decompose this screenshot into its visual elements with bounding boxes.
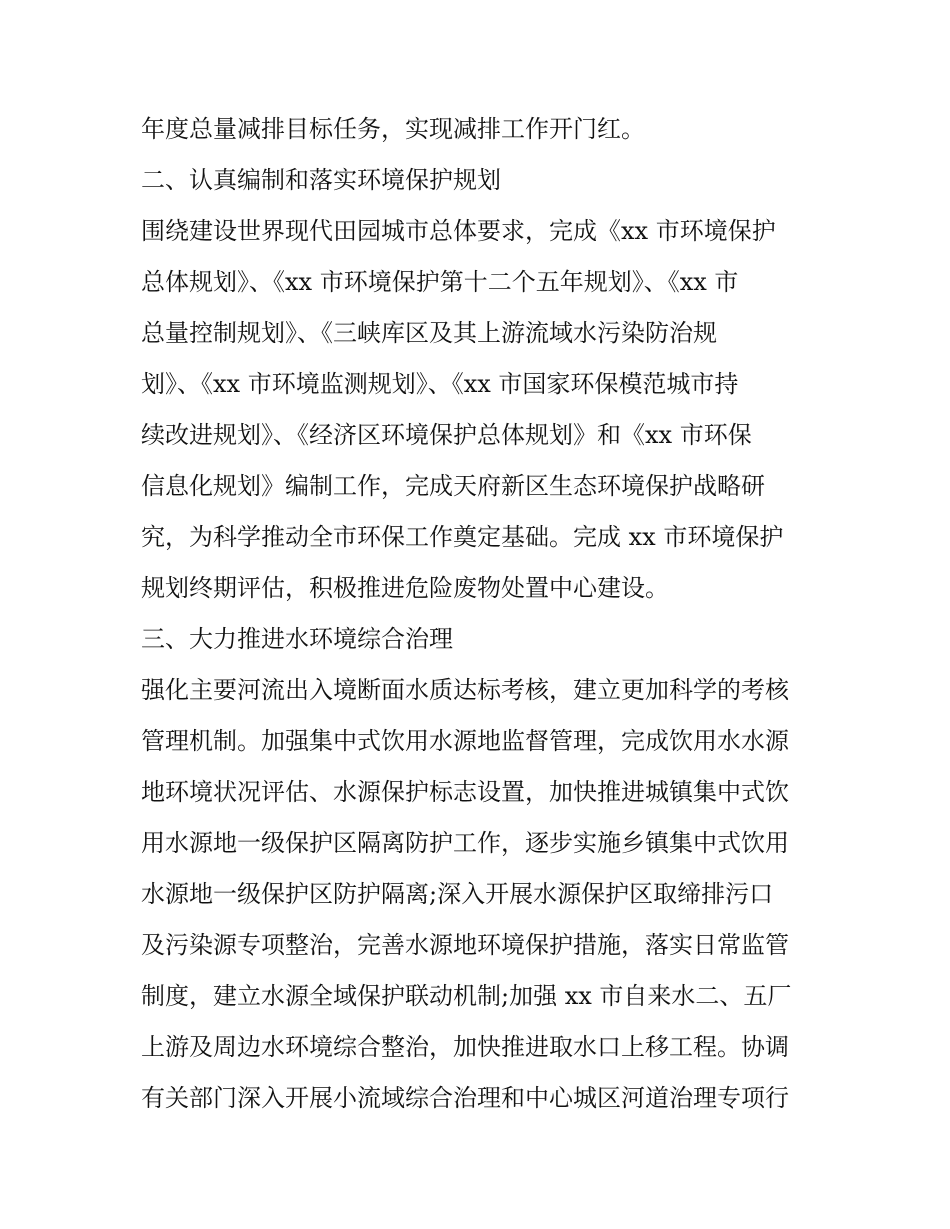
body-text-line: 水源地一级保护区防护隔离;深入开展水源保护区取缔排污口	[141, 880, 774, 908]
body-text-line: 有关部门深入开展小流域综合治理和中心城区河道治理专项行	[141, 1084, 789, 1112]
body-text-line: 围绕建设世界现代田园城市总体要求，完成《xx 市环境保护	[141, 217, 776, 245]
body-text-line: 总量控制规划》、《三峡库区及其上游流域水污染防治规	[141, 319, 717, 347]
document-body	[141, 104, 831, 1124]
body-text-line: 管理机制。加强集中式饮用水源地监督管理，完成饮用水水源	[141, 727, 789, 755]
body-text-line: 地环境状况评估、水源保护标志设置，加快推进城镇集中式饮	[141, 778, 789, 806]
body-text-line: 总体规划》、《xx 市环境保护第十二个五年规划》、《xx 市	[141, 268, 739, 296]
body-text-line: 年度总量减排目标任务，实现减排工作开门红。	[141, 115, 645, 143]
body-text-line: 信息化规划》编制工作，完成天府新区生态环境保护战略研	[141, 472, 765, 500]
body-text-line: 用水源地一级保护区隔离防护工作，逐步实施乡镇集中式饮用	[141, 829, 789, 857]
body-text-line: 究，为科学推动全市环保工作奠定基础。完成 xx 市环境保护	[141, 523, 784, 551]
body-text-line: 划》、《xx 市环境监测规划》、《xx 市国家环保模范城市持	[141, 370, 739, 398]
body-text-line: 上游及周边水环境综合整治，加快推进取水口上移工程。协调	[141, 1033, 789, 1061]
section-heading-2: 二、认真编制和落实环境保护规划	[141, 166, 501, 194]
body-text-line: 制度，建立水源全域保护联动机制;加强 xx 市自来水二、五厂	[141, 982, 792, 1010]
section-heading-3: 三、大力推进水环境综合治理	[141, 625, 453, 653]
body-text-line: 续改进规划》、《经济区环境保护总体规划》和《xx 市环保	[141, 421, 752, 449]
body-text-line: 强化主要河流出入境断面水质达标考核，建立更加科学的考核	[141, 676, 789, 704]
body-text-line: 及污染源专项整治，完善水源地环境保护措施，落实日常监管	[141, 931, 789, 959]
body-text-line: 规划终期评估，积极推进危险废物处置中心建设。	[141, 574, 669, 602]
